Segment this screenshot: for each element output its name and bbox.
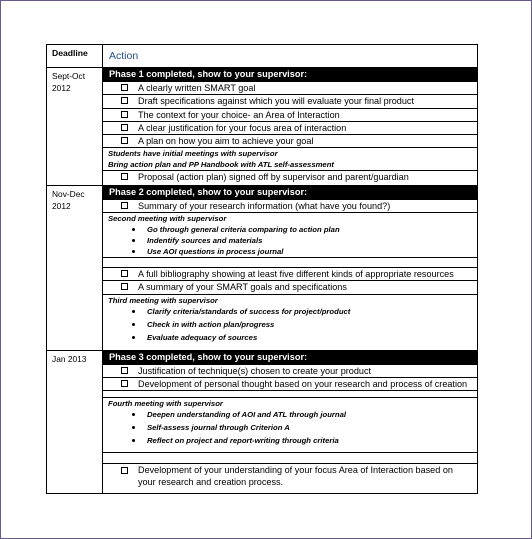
bullet-icon bbox=[132, 323, 135, 326]
bullet-icon bbox=[132, 439, 135, 442]
checkbox[interactable] bbox=[121, 124, 128, 131]
checklist-item: Proposal (action plan) signed off by supervisor and parent/guardian bbox=[103, 170, 477, 184]
phase3-title: Phase 3 completed, show to your supervisor: bbox=[103, 351, 477, 364]
phase3-row bbox=[47, 350, 478, 494]
checklist-item: Justification of technique(s) chosen to create your product bbox=[103, 364, 477, 377]
phase2-title: Phase 2 completed, show to your supervisor: bbox=[103, 186, 477, 199]
bullet-icon bbox=[132, 250, 135, 253]
checkbox[interactable] bbox=[121, 173, 128, 180]
checklist-item: The context for your choice- an Area of Interaction bbox=[103, 108, 477, 121]
checkbox[interactable] bbox=[121, 111, 128, 118]
checkbox[interactable] bbox=[121, 367, 128, 374]
phase1-title: Phase 1 completed, show to your supervisor: bbox=[103, 68, 477, 81]
phase2-row bbox=[47, 185, 478, 350]
checklist-item: Summary of your research information (what have you found?) bbox=[103, 199, 477, 212]
checklist-item: Development of personal thought based on your research and process of creation bbox=[103, 377, 477, 390]
checkbox[interactable] bbox=[121, 380, 128, 387]
checkbox[interactable] bbox=[121, 467, 128, 474]
bullet-icon bbox=[132, 426, 135, 429]
checklist-item: A plan on how you aim to achieve your goal bbox=[103, 134, 477, 147]
checklist-item: A clear justification for your focus area of interaction bbox=[103, 121, 477, 134]
phase3-deadline: Jan 2013 bbox=[47, 350, 103, 494]
checkbox[interactable] bbox=[121, 202, 128, 209]
meeting-note: Fourth meeting with supervisor Deepen understanding of AOI and ATL through journal Self-assess journal through Criterion A Reflect on project and report-writing through criteria bbox=[103, 397, 477, 452]
meeting-note: Second meeting with supervisor Go through general criteria comparing to action plan Indentify sources and materials Use AOI questions in process journal bbox=[103, 212, 477, 257]
spacer bbox=[103, 452, 477, 463]
project-timeline-table bbox=[46, 44, 478, 494]
bullet-icon bbox=[132, 413, 135, 416]
spacer bbox=[103, 257, 477, 267]
phase1-deadline: Sept-Oct 2012 bbox=[47, 68, 103, 186]
meeting-note: Third meeting with supervisor Clarify criteria/standards of success for project/product Check in with action plan/progress Evaluate adequacy of sources bbox=[103, 294, 477, 350]
bullet-icon bbox=[132, 239, 135, 242]
meeting-note: Students have initial meetings with supervisor Bring action plan and PP Handbook with ATL self-assessment bbox=[103, 147, 477, 170]
checkbox[interactable] bbox=[121, 97, 128, 104]
phase2-deadline: Nov-Dec 2012 bbox=[47, 185, 103, 350]
checklist-item: A clearly written SMART goal bbox=[103, 81, 477, 94]
action-header: Action bbox=[103, 45, 478, 68]
checklist-item: A summary of your SMART goals and specifications bbox=[103, 280, 477, 293]
phase1-action bbox=[103, 68, 478, 186]
checkbox[interactable] bbox=[121, 84, 128, 91]
bullet-icon bbox=[132, 310, 135, 313]
checklist-item: Development of your understanding of your focus Area of Interaction based on your research and creation process. bbox=[103, 463, 477, 493]
checkbox[interactable] bbox=[121, 270, 128, 277]
checkbox[interactable] bbox=[121, 137, 128, 144]
deadline-header: Deadline bbox=[47, 45, 103, 68]
header-row bbox=[47, 45, 478, 68]
bullet-icon bbox=[132, 228, 135, 231]
checklist-item: A full bibliography showing at least five different kinds of appropriate resources bbox=[103, 267, 477, 280]
phase1-row bbox=[47, 68, 478, 186]
checklist-item: Draft specifications against which you will evaluate your final product bbox=[103, 94, 477, 107]
phase3-action bbox=[103, 350, 478, 494]
bullet-icon bbox=[132, 336, 135, 339]
checkbox[interactable] bbox=[121, 283, 128, 290]
phase2-action bbox=[103, 185, 478, 350]
spacer bbox=[103, 390, 477, 397]
